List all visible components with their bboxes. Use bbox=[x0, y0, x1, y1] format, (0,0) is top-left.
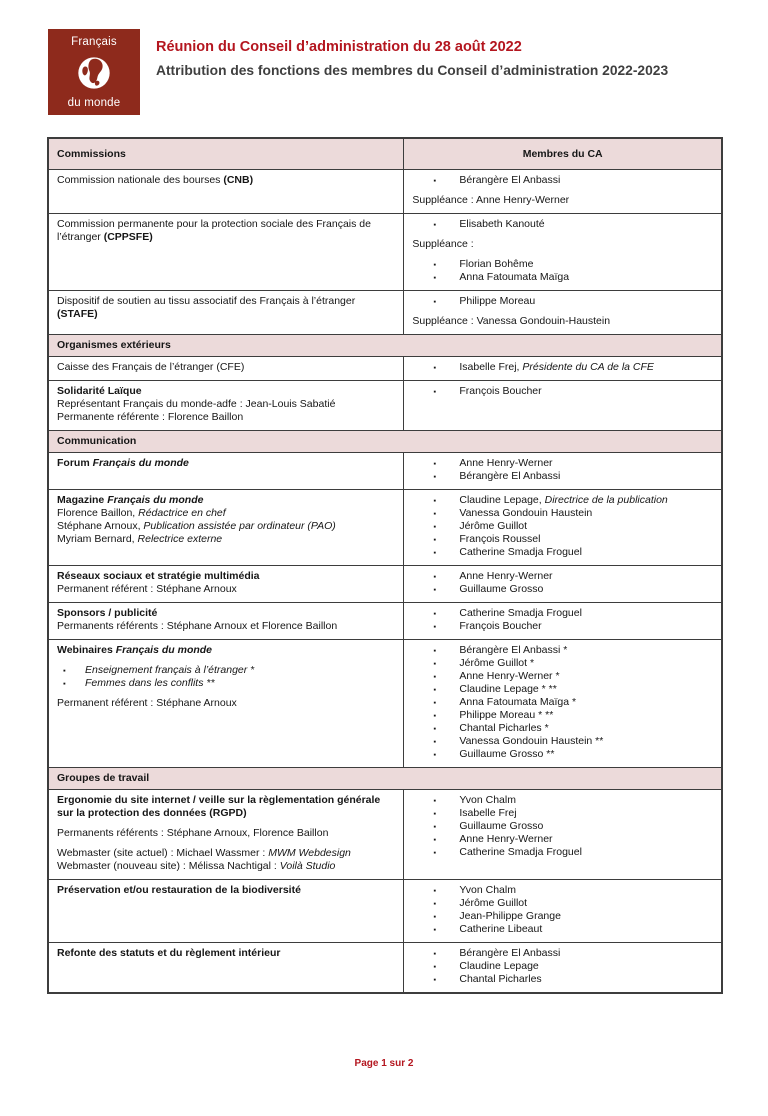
line-text: Catherine Libeaut bbox=[459, 923, 543, 935]
title-block bbox=[156, 29, 668, 79]
text-line bbox=[57, 174, 397, 187]
text-line bbox=[412, 846, 715, 859]
text-line bbox=[412, 385, 715, 398]
bullet-icon: ▪ bbox=[433, 886, 437, 895]
text-line bbox=[57, 295, 397, 321]
text-line bbox=[412, 546, 715, 559]
bullet-icon: ▪ bbox=[433, 472, 437, 481]
members-cell bbox=[404, 357, 722, 381]
line-text: Permanents référents : Stéphane Arnoux, Florence Baillon bbox=[57, 827, 329, 839]
commission-cell bbox=[48, 566, 404, 603]
line-text: Guillaume Grosso bbox=[459, 820, 544, 832]
line-text: Myriam Bernard, Relectrice externe bbox=[57, 533, 223, 545]
text-line bbox=[57, 677, 397, 690]
members-cell bbox=[404, 566, 722, 603]
table-row bbox=[48, 381, 722, 431]
members-cell bbox=[404, 640, 722, 768]
bullet-icon: ▪ bbox=[433, 522, 437, 531]
commission-cell bbox=[48, 170, 404, 214]
line-text: Préservation et/ou restauration de la biodiversité bbox=[57, 884, 301, 896]
bullet-icon: ▪ bbox=[433, 459, 437, 468]
section-header: Groupes de travail bbox=[48, 768, 722, 790]
text-line bbox=[412, 833, 715, 846]
text-line bbox=[57, 860, 397, 873]
text-line bbox=[412, 644, 715, 657]
text-line bbox=[57, 507, 397, 520]
table-header-row bbox=[48, 138, 722, 170]
text-line bbox=[57, 664, 397, 677]
section-row bbox=[48, 431, 722, 453]
text-line bbox=[412, 570, 715, 583]
line-text: Anna Fatoumata Maïga bbox=[459, 271, 570, 283]
bullet-icon: ▪ bbox=[433, 585, 437, 594]
page-header bbox=[48, 29, 768, 115]
members-cell bbox=[404, 943, 722, 994]
text-line bbox=[57, 583, 397, 596]
line-text: Yvon Chalm bbox=[459, 794, 516, 806]
bullet-icon: ▪ bbox=[433, 975, 437, 984]
text-line bbox=[412, 194, 715, 207]
text-line bbox=[57, 947, 397, 960]
text-line bbox=[412, 973, 715, 986]
bullet-icon: ▪ bbox=[63, 666, 66, 675]
table-row bbox=[48, 943, 722, 994]
text-line bbox=[412, 683, 715, 696]
bullet-icon: ▪ bbox=[433, 622, 437, 631]
line-text: Guillaume Grosso bbox=[459, 583, 544, 595]
text-line bbox=[57, 494, 397, 507]
text-line bbox=[57, 847, 397, 860]
line-text: Réseaux sociaux et stratégie multimédia bbox=[57, 570, 260, 582]
line-text: Vanessa Gondouin Haustein ** bbox=[459, 735, 604, 747]
bullet-icon: ▪ bbox=[433, 646, 437, 655]
bullet-icon: ▪ bbox=[433, 737, 437, 746]
text-line bbox=[412, 315, 715, 328]
commission-cell bbox=[48, 357, 404, 381]
text-line bbox=[57, 697, 397, 710]
members-cell bbox=[404, 170, 722, 214]
text-line bbox=[412, 947, 715, 960]
line-text: Permanents référents : Stéphane Arnoux et Florence Baillon bbox=[57, 620, 338, 632]
line-text: Philippe Moreau bbox=[459, 295, 536, 307]
line-text: Stéphane Arnoux, Publication assistée par ordinateur (PAO) bbox=[57, 520, 336, 532]
text-line bbox=[412, 807, 715, 820]
commission-cell bbox=[48, 603, 404, 640]
page-subtitle: Attribution des fonctions des membres du Conseil d’administration 2022-2023 bbox=[156, 62, 669, 78]
line-text: Jérôme Guillot * bbox=[459, 657, 535, 669]
line-text: Claudine Lepage * ** bbox=[459, 683, 557, 695]
text-line bbox=[57, 884, 397, 897]
bullet-icon: ▪ bbox=[433, 659, 437, 668]
text-line bbox=[412, 457, 715, 470]
bullet-icon: ▪ bbox=[433, 572, 437, 581]
line-text: Permanent référent : Stéphane Arnoux bbox=[57, 697, 237, 709]
members-cell bbox=[404, 453, 722, 490]
table-row bbox=[48, 214, 722, 291]
bullet-icon: ▪ bbox=[433, 724, 437, 733]
bullet-icon: ▪ bbox=[433, 363, 437, 372]
text-line bbox=[412, 897, 715, 910]
line-text: Isabelle Frej bbox=[459, 807, 517, 819]
bullet-icon: ▪ bbox=[433, 796, 437, 805]
line-text: Permanente référente : Florence Baillon bbox=[57, 411, 244, 423]
line-text: François Boucher bbox=[459, 385, 542, 397]
line-text: Jean-Philippe Grange bbox=[459, 910, 561, 922]
text-line bbox=[412, 670, 715, 683]
francais-du-monde-logo bbox=[48, 29, 140, 115]
bullet-icon: ▪ bbox=[433, 711, 437, 720]
bullet-icon: ▪ bbox=[433, 176, 437, 185]
line-text: Claudine Lepage, Directrice de la publication bbox=[459, 494, 668, 506]
table-row bbox=[48, 566, 722, 603]
page-number: Page 1 sur 2 bbox=[354, 1058, 414, 1069]
text-line bbox=[412, 218, 715, 231]
table-row bbox=[48, 490, 722, 566]
bullet-icon: ▪ bbox=[433, 273, 437, 282]
members-cell bbox=[404, 291, 722, 335]
table-row bbox=[48, 603, 722, 640]
text-line bbox=[412, 794, 715, 807]
text-line bbox=[412, 960, 715, 973]
text-line bbox=[57, 533, 397, 546]
bullet-icon: ▪ bbox=[433, 672, 437, 681]
table-row bbox=[48, 790, 722, 880]
line-text: Webmaster (site actuel) : Michael Wassmer : MWM Webdesign bbox=[57, 847, 351, 859]
line-text: Commission nationale des bourses (CNB) bbox=[57, 174, 254, 186]
line-text: Catherine Smadja Froguel bbox=[459, 846, 582, 858]
bullet-icon: ▪ bbox=[433, 548, 437, 557]
members-cell bbox=[404, 214, 722, 291]
text-line bbox=[57, 411, 397, 424]
line-text: Anne Henry-Werner * bbox=[459, 670, 560, 682]
bullet-icon: ▪ bbox=[433, 949, 437, 958]
column-header-commissions: Commissions bbox=[48, 138, 404, 170]
line-text: Femmes dans les conflits ** bbox=[85, 677, 215, 689]
logo-text-top: Français bbox=[71, 36, 117, 48]
bullet-icon: ▪ bbox=[433, 297, 437, 306]
table-row bbox=[48, 880, 722, 943]
bullet-icon: ▪ bbox=[433, 809, 437, 818]
text-line bbox=[412, 910, 715, 923]
text-line bbox=[57, 570, 397, 583]
line-text: Anne Henry-Werner bbox=[459, 833, 553, 845]
line-text: Caisse des Français de l’étranger (CFE) bbox=[57, 361, 245, 373]
line-text: Florence Baillon, Rédactrice en chef bbox=[57, 507, 226, 519]
line-text: Suppléance : bbox=[412, 238, 474, 250]
commission-cell bbox=[48, 453, 404, 490]
line-text: Isabelle Frej, Présidente du CA de la CFE bbox=[459, 361, 654, 373]
line-text: Webmaster (nouveau site) : Mélissa Nachtigal : Voilà Studio bbox=[57, 860, 336, 872]
bullet-icon: ▪ bbox=[433, 848, 437, 857]
text-line bbox=[57, 644, 397, 657]
line-text: Anna Fatoumata Maïga * bbox=[459, 696, 577, 708]
line-text: Bérangère El Anbassi bbox=[459, 174, 561, 186]
bullet-icon: ▪ bbox=[433, 609, 437, 618]
text-line bbox=[412, 923, 715, 936]
table-row bbox=[48, 291, 722, 335]
bullet-icon: ▪ bbox=[433, 822, 437, 831]
text-line bbox=[57, 218, 397, 244]
line-text: Enseignement français à l’étranger * bbox=[85, 664, 255, 676]
bullet-icon: ▪ bbox=[433, 496, 437, 505]
line-text: Refonte des statuts et du règlement intérieur bbox=[57, 947, 281, 959]
text-line bbox=[412, 520, 715, 533]
text-line bbox=[412, 361, 715, 374]
line-text: Anne Henry-Werner bbox=[459, 570, 553, 582]
text-line bbox=[412, 295, 715, 308]
line-text: Chantal Picharles * bbox=[459, 722, 549, 734]
globe-icon bbox=[75, 54, 113, 92]
line-text: Elisabeth Kanouté bbox=[459, 218, 545, 230]
bullet-icon: ▪ bbox=[433, 899, 437, 908]
bullet-icon: ▪ bbox=[433, 962, 437, 971]
text-line bbox=[412, 696, 715, 709]
line-text: Florian Bohême bbox=[459, 258, 534, 270]
section-row bbox=[48, 335, 722, 357]
text-line bbox=[57, 520, 397, 533]
commissions-table bbox=[47, 137, 723, 994]
line-text: Forum Français du monde bbox=[57, 457, 189, 469]
text-line bbox=[412, 735, 715, 748]
text-line bbox=[412, 470, 715, 483]
members-cell bbox=[404, 490, 722, 566]
text-line bbox=[412, 583, 715, 596]
text-line bbox=[412, 507, 715, 520]
commission-cell bbox=[48, 880, 404, 943]
bullet-icon: ▪ bbox=[433, 535, 437, 544]
bullet-icon: ▪ bbox=[63, 679, 66, 688]
line-text: Dispositif de soutien au tissu associatif des Français à l’étranger (STAFE) bbox=[57, 295, 356, 320]
text-line bbox=[412, 271, 715, 284]
line-text: Bérangère El Anbassi bbox=[459, 947, 561, 959]
bullet-icon: ▪ bbox=[433, 750, 437, 759]
bullet-icon: ▪ bbox=[433, 698, 437, 707]
bullet-icon: ▪ bbox=[433, 912, 437, 921]
table-row bbox=[48, 357, 722, 381]
line-text: Représentant Français du monde-adfe : Jean-Louis Sabatié bbox=[57, 398, 336, 410]
text-line bbox=[412, 884, 715, 897]
line-text: Ergonomie du site internet / veille sur la règlementation générale sur la protection des données (RGPD) bbox=[57, 794, 381, 819]
commissions-table-body bbox=[48, 170, 722, 994]
line-text: Magazine Français du monde bbox=[57, 494, 204, 506]
commission-cell bbox=[48, 214, 404, 291]
line-text: François Boucher bbox=[459, 620, 542, 632]
line-text: Permanent référent : Stéphane Arnoux bbox=[57, 583, 237, 595]
members-cell bbox=[404, 603, 722, 640]
line-text: Yvon Chalm bbox=[459, 884, 516, 896]
line-text: Jérôme Guillot bbox=[459, 897, 528, 909]
text-line bbox=[57, 457, 397, 470]
line-text: Vanessa Gondouin Haustein bbox=[459, 507, 593, 519]
members-cell bbox=[404, 880, 722, 943]
text-line bbox=[57, 385, 397, 398]
bullet-icon: ▪ bbox=[433, 509, 437, 518]
page-title: Réunion du Conseil d’administration du 28 août 2022 bbox=[156, 39, 522, 55]
bullet-icon: ▪ bbox=[433, 260, 437, 269]
text-line bbox=[412, 258, 715, 271]
column-header-membres: Membres du CA bbox=[404, 138, 722, 170]
line-text: Anne Henry-Werner bbox=[459, 457, 553, 469]
line-text: Catherine Smadja Froguel bbox=[459, 546, 582, 558]
line-text: Webinaires Français du monde bbox=[57, 644, 213, 656]
section-header: Organismes extérieurs bbox=[48, 335, 722, 357]
text-line bbox=[412, 709, 715, 722]
text-line bbox=[412, 657, 715, 670]
text-line bbox=[412, 620, 715, 633]
bullet-icon: ▪ bbox=[433, 835, 437, 844]
commission-cell bbox=[48, 943, 404, 994]
text-line bbox=[57, 620, 397, 633]
members-cell bbox=[404, 790, 722, 880]
text-line bbox=[412, 748, 715, 761]
table-row bbox=[48, 640, 722, 768]
text-line bbox=[412, 533, 715, 546]
bullet-icon: ▪ bbox=[433, 220, 437, 229]
commission-cell bbox=[48, 790, 404, 880]
text-line bbox=[57, 398, 397, 411]
logo-text-bottom: du monde bbox=[67, 97, 121, 109]
table-row bbox=[48, 453, 722, 490]
line-text: Guillaume Grosso ** bbox=[459, 748, 555, 760]
line-text: Commission permanente pour la protection sociale des Français de l’étranger (CPPSFE) bbox=[57, 218, 371, 243]
section-header: Communication bbox=[48, 431, 722, 453]
text-line bbox=[412, 174, 715, 187]
line-text: Suppléance : Vanessa Gondouin-Haustein bbox=[412, 315, 611, 327]
text-line bbox=[412, 607, 715, 620]
section-row bbox=[48, 768, 722, 790]
line-text: Chantal Picharles bbox=[459, 973, 542, 985]
line-text: Sponsors / publicité bbox=[57, 607, 158, 619]
text-line bbox=[412, 722, 715, 735]
line-text: Catherine Smadja Froguel bbox=[459, 607, 582, 619]
document-page bbox=[0, 29, 768, 1116]
line-text: Philippe Moreau * ** bbox=[459, 709, 554, 721]
commission-cell bbox=[48, 640, 404, 768]
bullet-icon: ▪ bbox=[433, 925, 437, 934]
members-cell bbox=[404, 381, 722, 431]
text-line bbox=[57, 794, 397, 820]
text-line bbox=[57, 361, 397, 374]
line-text: Claudine Lepage bbox=[459, 960, 539, 972]
text-line bbox=[57, 607, 397, 620]
bullet-icon: ▪ bbox=[433, 685, 437, 694]
commission-cell bbox=[48, 381, 404, 431]
line-text: Suppléance : Anne Henry-Werner bbox=[412, 194, 570, 206]
table-wrapper bbox=[47, 137, 723, 994]
commission-cell bbox=[48, 490, 404, 566]
line-text: Jérôme Guillot bbox=[459, 520, 528, 532]
table-row bbox=[48, 170, 722, 214]
line-text: Solidarité Laïque bbox=[57, 385, 142, 397]
line-text: Bérangère El Anbassi * bbox=[459, 644, 568, 656]
text-line bbox=[412, 820, 715, 833]
bullet-icon: ▪ bbox=[433, 387, 437, 396]
line-text: François Roussel bbox=[459, 533, 541, 545]
line-text: Bérangère El Anbassi bbox=[459, 470, 561, 482]
text-line bbox=[412, 238, 715, 251]
text-line bbox=[57, 827, 397, 840]
text-line bbox=[412, 494, 715, 507]
commission-cell bbox=[48, 291, 404, 335]
